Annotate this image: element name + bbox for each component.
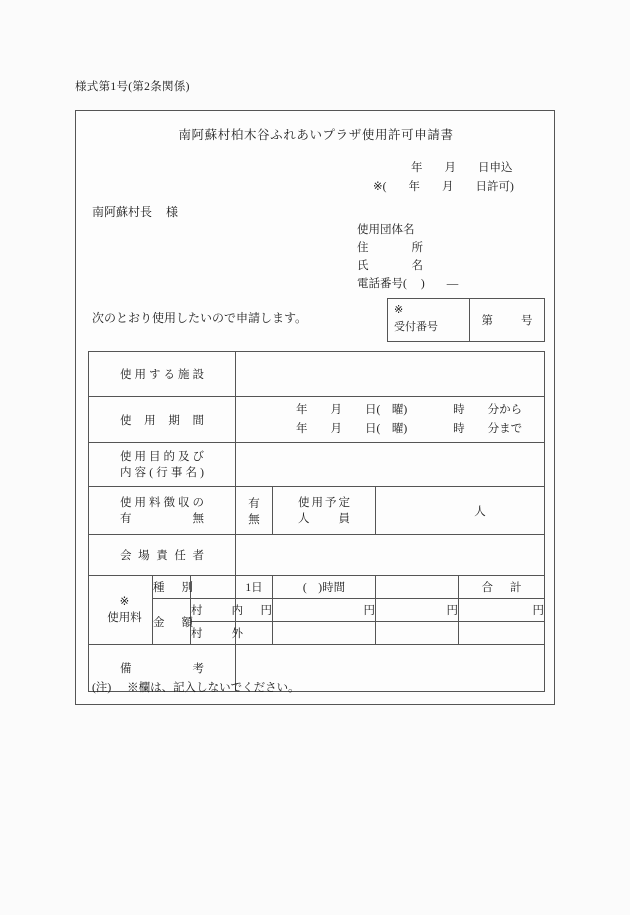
- fee-total-label: 合計: [481, 582, 522, 594]
- attendees-unit: 人: [474, 505, 486, 518]
- receipt-mark: ※: [394, 304, 404, 316]
- remarks-label: 備考: [120, 663, 204, 675]
- application-date-month: 月: [444, 162, 456, 174]
- permission-date-line: [373, 178, 514, 194]
- purpose-label-line2: 内容(行事名): [120, 466, 204, 479]
- phone-dash: —: [446, 278, 459, 290]
- period-label-cell: [89, 397, 236, 443]
- venue-manager-label: 会場責任者: [120, 550, 204, 562]
- applicant-group-label: [357, 224, 415, 236]
- fee-type-label-cell: [153, 576, 191, 599]
- period-start-line: 年 月 日( 曜) 時 分から: [296, 403, 523, 416]
- receipt-number-cell[interactable]: [470, 299, 544, 341]
- permission-date-month: 月: [441, 181, 454, 193]
- fee-out-village-total-cell[interactable]: [459, 622, 545, 645]
- table-row-period: [89, 397, 545, 443]
- applicant-address-row: [357, 239, 458, 257]
- purpose-value-cell[interactable]: [236, 443, 545, 487]
- usage-fee-label: 使用料: [107, 612, 142, 624]
- attendees-label-cell: [273, 487, 376, 535]
- footnote: [92, 679, 300, 695]
- receipt-label-cell: [388, 299, 470, 341]
- page-title: 南阿蘇村柏木谷ふれあいプラザ使用許可申請書: [178, 128, 454, 142]
- usage-fee-mark: ※: [119, 596, 130, 608]
- name-label: 氏名: [357, 260, 423, 272]
- addressee-honorific: 様: [166, 205, 179, 219]
- table-row-fee-in-village: [89, 599, 545, 622]
- application-date-day: 日申込: [478, 162, 513, 174]
- application-date-line: [411, 159, 513, 175]
- intro-text: 次のとおり使用したいので申請します。: [92, 311, 308, 325]
- fee-out-village-label-cell: [191, 622, 243, 645]
- table-row-facility: [89, 352, 545, 397]
- fee-collection-options-cell[interactable]: 有 無: [236, 487, 273, 535]
- phone-paren-close: ): [420, 278, 425, 290]
- table-row-usage-fee-header: [89, 576, 545, 599]
- fee-type-blank-cell: [191, 576, 236, 599]
- attendees-label-line2: 人員: [298, 512, 351, 525]
- period-value-cell[interactable]: [236, 397, 545, 443]
- fee-collection-label-cell: [89, 487, 236, 535]
- usage-fee-label-cell: [89, 576, 153, 645]
- fee-in-village-total-cell[interactable]: 円: [459, 599, 545, 622]
- addressee: [92, 203, 178, 220]
- purpose-label-cell: [89, 443, 236, 487]
- fee-collection-label-line1: 使用料徴収の: [120, 496, 204, 509]
- application-date-year: 年: [411, 162, 423, 174]
- fee-collection-label-line2: 有無: [120, 512, 204, 525]
- form-frame: [75, 110, 555, 705]
- fee-in-village-label-cell: [191, 599, 243, 622]
- table-row-venue-manager: [89, 535, 545, 576]
- address-label: 住所: [357, 242, 423, 254]
- fee-out-village-blank-cell[interactable]: [376, 622, 459, 645]
- permission-date-mark: ※(: [373, 181, 387, 193]
- venue-manager-value-cell[interactable]: [236, 535, 545, 576]
- applicant-phone-row: [357, 275, 458, 293]
- in-village-label: 村内: [191, 605, 243, 617]
- form-number: 様式第1号(第2条関係): [75, 81, 190, 93]
- receipt-number-box: [387, 298, 545, 342]
- fee-col-total-header: [459, 576, 545, 599]
- permission-date-day: 日許可): [475, 181, 514, 193]
- fee-col-day-header: 1日: [236, 576, 273, 599]
- period-end-line: 年 月 日( 曜) 時 分まで: [296, 422, 523, 435]
- fee-in-village-hour-cell[interactable]: 円: [273, 599, 376, 622]
- applicant-group-row: [357, 221, 458, 239]
- phone-label: 電話番号(: [357, 278, 407, 290]
- receipt-number-prefix: 第: [481, 315, 493, 327]
- facility-label-cell: [89, 352, 236, 397]
- table-row-purpose: [89, 443, 545, 487]
- purpose-label-line1: 使用目的及び: [120, 450, 204, 463]
- fee-out-village-hour-cell[interactable]: [273, 622, 376, 645]
- footnote-text: ※欄は、記入しないでください。: [127, 682, 300, 694]
- fee-in-village-blank-cell[interactable]: 円: [376, 599, 459, 622]
- out-village-label: 村外: [191, 628, 243, 640]
- fee-in-village-day-cell[interactable]: 円: [236, 599, 273, 622]
- group-name-label: 使用団体名: [357, 224, 415, 236]
- applicant-name-row: [357, 257, 458, 275]
- fee-amount-label: 金額: [153, 616, 193, 629]
- fee-col-hour-header: ( )時間: [273, 576, 376, 599]
- permission-date-year: 年: [408, 181, 420, 193]
- receipt-label: 受付番号: [394, 321, 438, 333]
- fee-type-label: 種別: [153, 582, 193, 594]
- application-table: [88, 351, 545, 692]
- table-row-fee-collection: [89, 487, 545, 535]
- attendees-label-line1: 使用予定: [298, 496, 351, 509]
- period-label: 使用期間: [120, 414, 204, 427]
- fee-col-blank-header: [376, 576, 459, 599]
- fee-amount-label-cell: [153, 599, 191, 645]
- facility-label: 使用する施設: [120, 369, 204, 381]
- facility-value-cell[interactable]: [236, 352, 545, 397]
- footnote-marker: (注): [92, 682, 112, 694]
- addressee-name: 南阿蘇村長: [92, 205, 153, 219]
- attendees-value-cell[interactable]: [376, 487, 545, 535]
- applicant-block: [357, 221, 458, 293]
- receipt-number-suffix: 号: [521, 315, 533, 327]
- venue-manager-label-cell: [89, 535, 236, 576]
